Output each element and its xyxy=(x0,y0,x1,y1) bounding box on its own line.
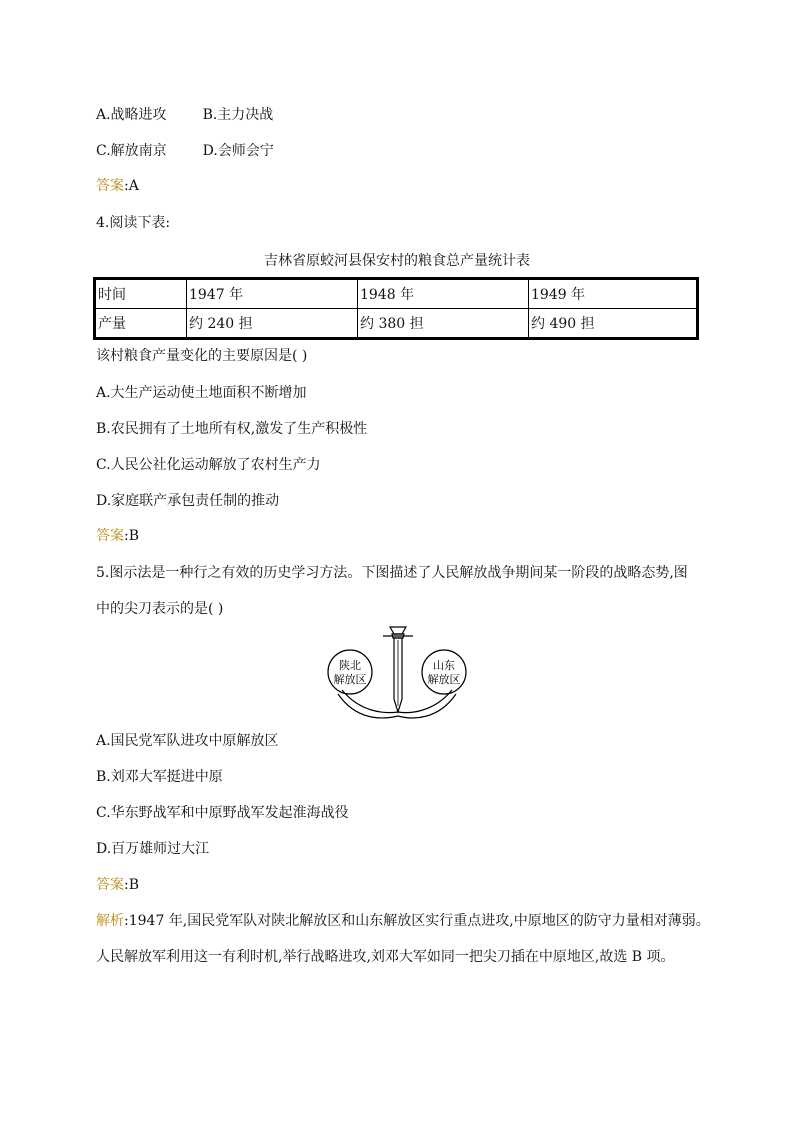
table-cell: 1947 年 xyxy=(187,279,358,309)
answer-label: 答案 xyxy=(96,178,124,194)
table-cell: 时间 xyxy=(95,279,187,309)
q5-explanation-line-2: 人民解放军利用这一有利时机,举行战略进攻,刘邓大军如同一把尖刀插在中原地区,故选 B 项。 xyxy=(96,949,675,965)
table-row xyxy=(95,309,698,339)
q3-option-a: A.战略进攻 xyxy=(96,107,167,123)
q4-answer xyxy=(96,527,139,545)
right-region-label-2: 解放区 xyxy=(427,673,461,686)
q3-option-d: D.会师会宁 xyxy=(202,143,274,159)
left-region-label-2: 解放区 xyxy=(333,673,367,686)
q3-options-row-1 xyxy=(96,106,273,124)
q5-answer xyxy=(96,876,139,894)
table-title: 吉林省原蛟河县保安村的粮食总产量统计表 xyxy=(264,253,530,269)
answer-label: 答案 xyxy=(96,877,124,893)
production-table xyxy=(93,277,699,340)
left-region-label-1: 陕北 xyxy=(339,659,361,672)
q3-option-b: B.主力决战 xyxy=(202,107,274,123)
right-region-label-1: 山东 xyxy=(433,659,455,672)
explanation-label: 解析 xyxy=(96,913,124,929)
q3-option-c: C.解放南京 xyxy=(96,143,167,159)
table-cell: 1949 年 xyxy=(529,279,698,309)
table-cell: 约 380 担 xyxy=(358,309,529,339)
table-row xyxy=(95,279,698,309)
q4-option-a: A.大生产运动使土地面积不断增加 xyxy=(96,385,307,401)
strategy-diagram xyxy=(326,624,468,724)
answer-value: :B xyxy=(124,877,140,893)
q4-option-b: B.农民拥有了土地所有权,激发了生产积极性 xyxy=(96,421,368,437)
q4-prompt: 4.阅读下表: xyxy=(96,215,171,231)
q5-question-line-1: 5.图示法是一种行之有效的历史学习方法。下图描述了人民解放战争期间某一阶段的战略态势,图 xyxy=(96,565,688,581)
table-cell: 约 240 担 xyxy=(187,309,358,339)
explanation-text: :1947 年,国民党军队对陕北解放区和山东解放区实行重点进攻,中原地区的防守力量相对薄弱。 xyxy=(124,913,710,929)
q4-option-d: D.家庭联产承包责任制的推动 xyxy=(96,493,280,509)
q5-option-c: C.华东野战军和中原野战军发起淮海战役 xyxy=(96,805,349,821)
table-cell: 产量 xyxy=(95,309,187,339)
answer-label: 答案 xyxy=(96,528,124,544)
q5-option-d: D.百万雄师过大江 xyxy=(96,841,210,857)
q5-option-a: A.国民党军队进攻中原解放区 xyxy=(96,733,279,749)
table-cell: 1948 年 xyxy=(358,279,529,309)
answer-value: :B xyxy=(124,528,140,544)
knife-icon xyxy=(326,624,468,724)
table-cell: 约 490 担 xyxy=(529,309,698,339)
q3-options-row-2 xyxy=(96,142,274,160)
answer-value: :A xyxy=(124,178,139,194)
q4-option-c: C.人民公社化运动解放了农村生产力 xyxy=(96,457,321,473)
q4-question: 该村粮食产量变化的主要原因是( ) xyxy=(96,348,308,364)
q5-explanation-line-1 xyxy=(96,912,710,930)
q5-question-line-2: 中的尖刀表示的是( ) xyxy=(96,601,224,617)
q5-option-b: B.刘邓大军挺进中原 xyxy=(96,769,223,785)
q3-answer xyxy=(96,177,139,195)
